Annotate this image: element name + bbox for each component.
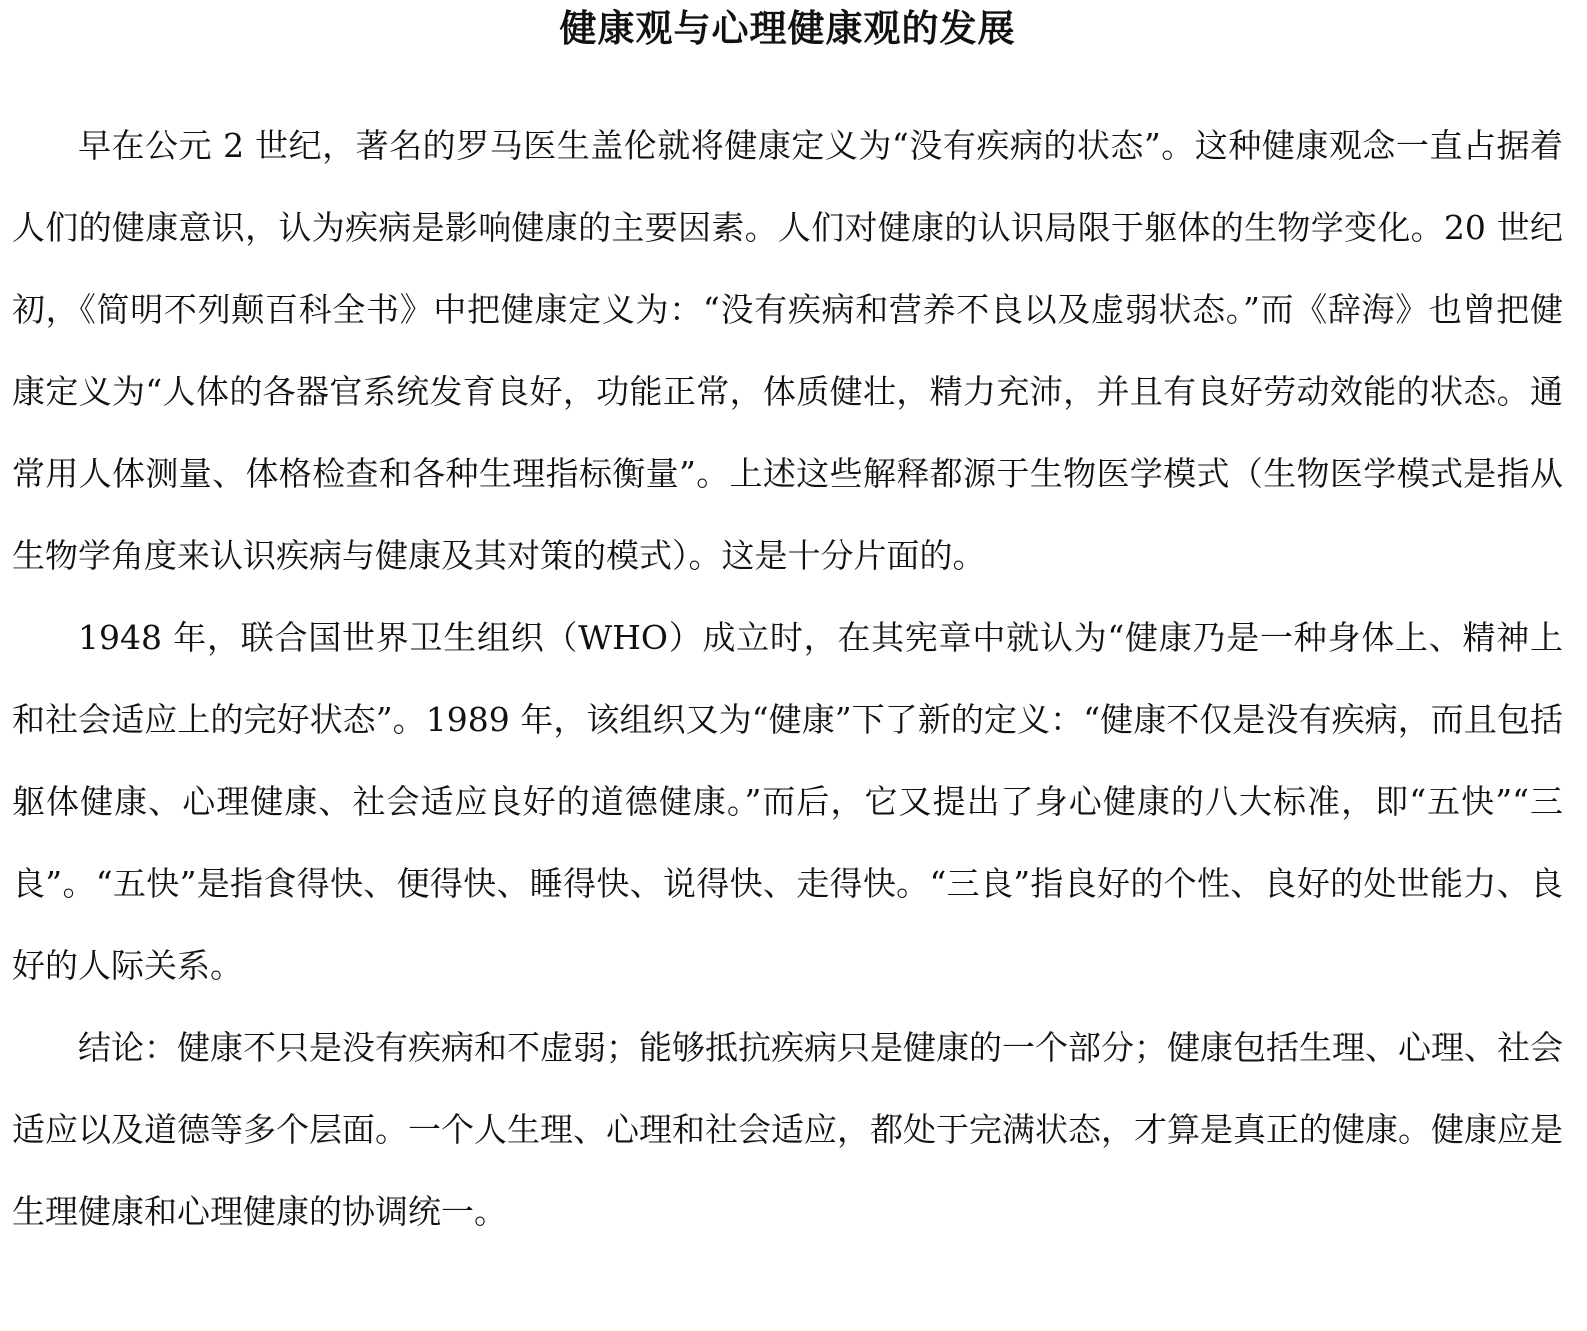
paragraph-conclusion: 结论：健康不只是没有疾病和不虚弱；能够抵抗疾病只是健康的一个部分；健康包括生理、心理、社会适应以及道德等多个层面。一个人生理、心理和社会适应，都处于完满状态，才算是真正的健康。健康应是生理健康和心理健康的协调统一。: [12, 1028, 1563, 1231]
document-body: [12, 105, 1563, 1253]
document-title: 健康观与心理健康观的发展: [559, 7, 1016, 50]
paragraph-who-definition: 1948 年，联合国世界卫生组织（WHO）成立时，在其宪章中就认为“健康乃是一种身体上、精神上和社会适应上的完好状态”。1989 年，该组织又为“健康”下了新的定义：“健康不仅是没有疾病，而且包括躯体健康、心理健康、社会适应良好的道德健康。”而后，它又提出了身心健康的八大标准，即“五快”“三良”。“五快”是指食得快、便得快、睡得快、说得快、走得快。“三良”指良好的个性、良好的处世能力、良好的人际关系。: [12, 618, 1563, 985]
paragraph-early-health-concepts: 早在公元 2 世纪，著名的罗马医生盖伦就将健康定义为“没有疾病的状态”。这种健康观念一直占据着人们的健康意识，认为疾病是影响健康的主要因素。人们对健康的认识局限于躯体的生物学变化。20 世纪初，《简明不列颠百科全书》中把健康定义为：“没有疾病和营养不良以及虚弱状态。”而《辞海》也曾把健康定义为“人体的各器官系统发育良好，功能正常，体质健壮，精力充沛，并且有良好劳动效能的状态。通常用人体测量、体格检查和各种生理指标衡量”。上述这些解释都源于生物医学模式（生物医学模式是指从生物学角度来认识疾病与健康及其对策的模式）。这是十分片面的。: [12, 126, 1563, 575]
